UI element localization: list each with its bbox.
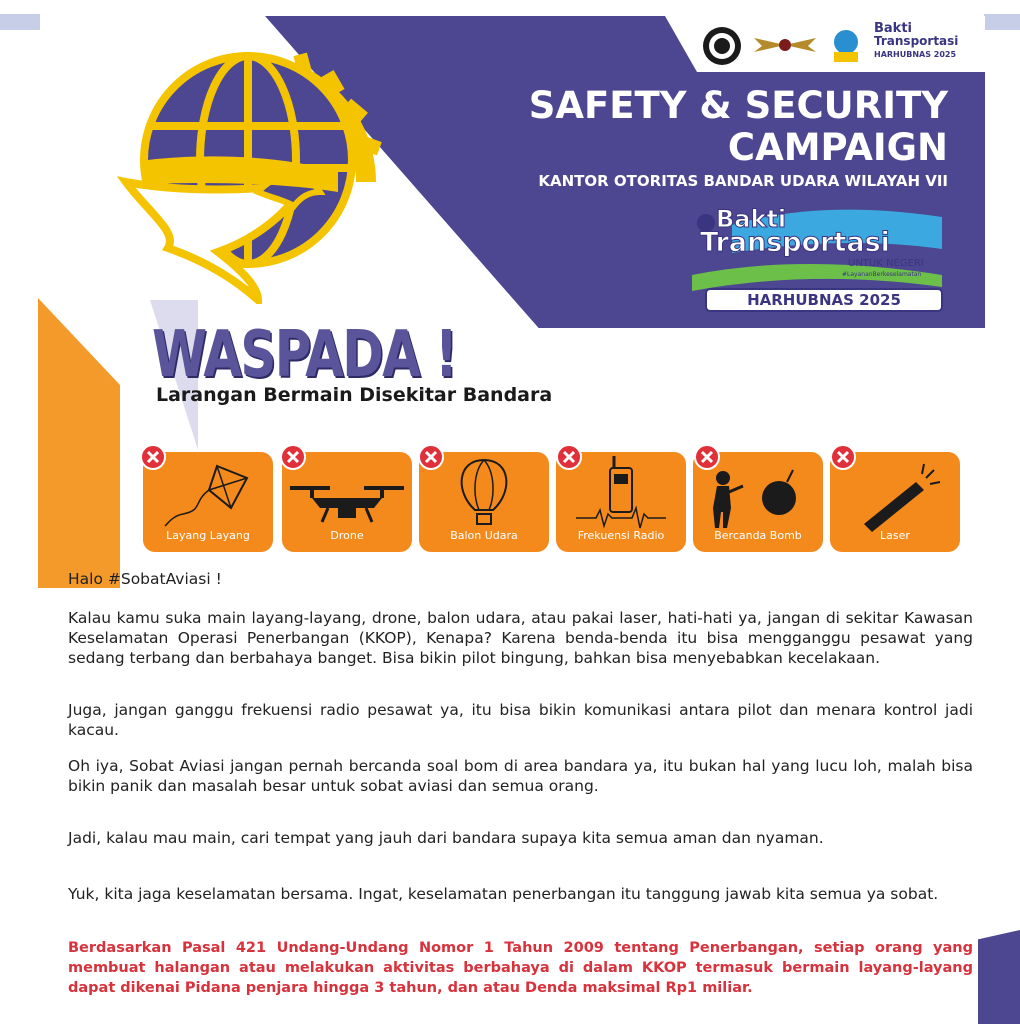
paragraph-kkop: Kalau kamu suka main layang-layang, drone, balon udara, atau pakai laser, hati-hati ya, jangan di sekitar Kawasan Keselamatan Operasi Penerbangan (KKOP), Kenapa? Karena benda-benda itu bisa mengganggu pesawat yang sedang terbang dan berbahaya banget. Bisa bikin pilot bingung, bahkan bisa menyebabkan kecelakaan. <box>68 609 973 667</box>
legal-notice: Berdasarkan Pasal 421 Undang-Undang Nomor 1 Tahun 2009 tentang Penerbangan, setiap orang yang membuat halangan atau melakukan aktivitas berbahaya di dalam KKOP termasuk bermain layang-layang dapat dikenai Pidana penjara hingga 3 tahun, dan atau Denda maksimal Rp1 miliar. <box>68 940 973 996</box>
campaign-title-line2: CAMPAIGN <box>727 126 948 169</box>
orange-accent-shape <box>38 298 120 588</box>
mini-bakti-line2: Transportasi <box>874 34 959 48</box>
office-name: KANTOR OTORITAS BANDAR UDARA WILAYAH VII <box>538 172 948 190</box>
wings-emblem-icon <box>752 32 818 58</box>
mini-bakti-line1: Bakti <box>874 21 912 36</box>
bakti-line2: Transportasi <box>700 227 890 258</box>
prohibition-label: Frekuensi Radio <box>577 529 665 542</box>
ministry-seal-icon <box>697 24 747 68</box>
prohibited-x-icon <box>418 444 444 470</box>
paragraph-safety-together: Yuk, kita jaga keselamatan bersama. Ingat, keselamatan penerbangan itu tanggung jawab kita semua ya sobat. <box>68 885 939 903</box>
bakti-event: HARHUBNAS 2025 <box>747 291 901 309</box>
mini-bakti-logo <box>874 22 974 68</box>
bakti-line1: Bakti <box>716 205 787 233</box>
prohibited-x-icon <box>556 444 582 470</box>
bakti-transportasi-badge <box>692 205 947 313</box>
prohibition-label: Bercanda Bomb <box>714 529 802 542</box>
prohibited-x-icon <box>280 444 306 470</box>
mini-bakti-event: HARHUBNAS 2025 <box>874 50 957 59</box>
corner-mark-right <box>984 14 1020 30</box>
greeting: Halo #SobatAviasi ! <box>68 570 222 588</box>
paragraph-radio: Juga, jangan ganggu frekuensi radio pesawat ya, itu bisa bikin komunikasi antara pilot dan menara kontrol jadi kacau. <box>68 701 973 739</box>
prohibition-label: Balon Udara <box>450 529 518 542</box>
ministry-transport-logo <box>108 42 390 304</box>
prohibited-x-icon <box>830 444 856 470</box>
paragraph-play-away: Jadi, kalau mau main, cari tempat yang jauh dari bandara supaya kita semua aman dan nyaman. <box>68 829 824 847</box>
corner-mark-left <box>0 14 40 30</box>
prohibited-x-icon <box>694 444 720 470</box>
campaign-title-line1: SAFETY & SECURITY <box>528 84 948 127</box>
bakti-hashtag: #LayananBerkeselamatan <box>842 271 922 278</box>
prohibition-label: Drone <box>330 529 364 542</box>
warning-headline: WASPADA ! <box>152 318 457 392</box>
prohibition-label: Laser <box>880 529 910 542</box>
agency-emblem-icon <box>826 26 866 66</box>
prohibition-label: Layang Layang <box>166 529 250 542</box>
prohibited-x-icon <box>140 444 166 470</box>
paragraph-bomb-joke: Oh iya, Sobat Aviasi jangan pernah bercanda soal bom di area bandara ya, itu bukan hal yang lucu loh, malah bisa bikin panik dan masalah besar untuk sobat aviasi dan semua orang. <box>68 757 973 795</box>
bakti-line3: UNTUK NEGERI <box>848 258 924 269</box>
indigo-corner-accent <box>978 930 1020 1024</box>
warning-subhead: Larangan Bermain Disekitar Bandara <box>156 384 553 406</box>
